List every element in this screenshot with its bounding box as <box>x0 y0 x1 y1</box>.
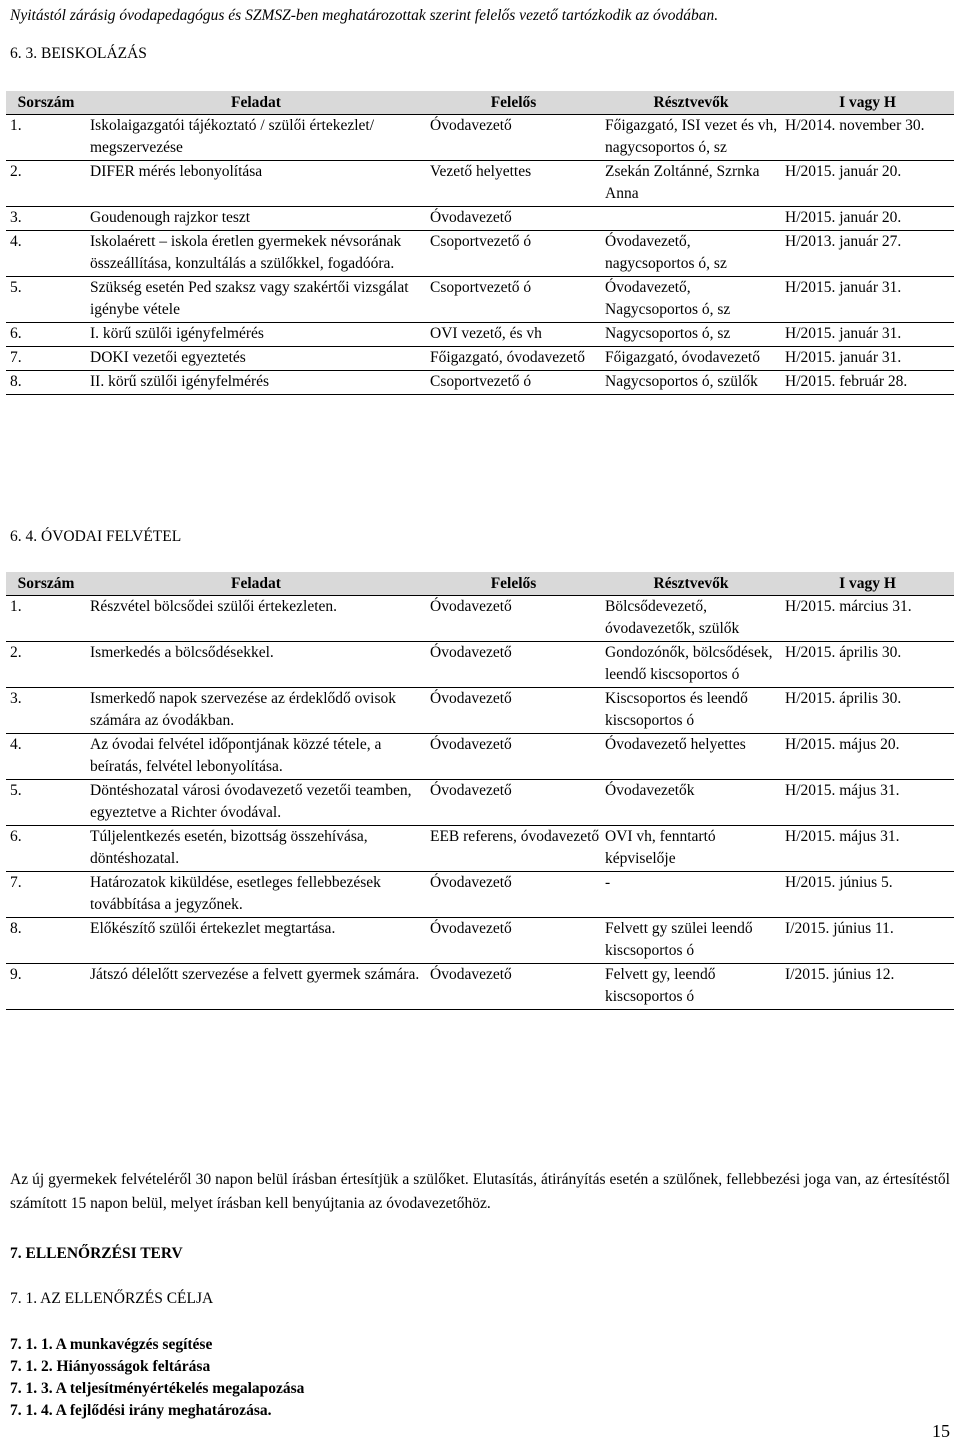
subsection-title-ellenorzes-celja: 7. 1. AZ ELLENŐRZÉS CÉLJA <box>10 1290 214 1307</box>
goal-item: 7. 1. 3. A teljesítményértékelés megalapozása <box>10 1380 305 1397</box>
participants-cell: OVI vh, fenntartó képviselője <box>605 828 716 867</box>
task-cell: I. körű szülői igényfelmérés <box>90 325 264 342</box>
row-number: 3. <box>10 209 22 226</box>
felvetel-table <box>6 572 954 1010</box>
table-header-row <box>6 572 954 596</box>
task-cell: Határozatok kiküldése, esetleges fellebbezések továbbítása a jegyzőnek. <box>90 874 381 913</box>
participants-cell: Óvodavezető, Nagycsoportos ó, sz <box>605 279 731 318</box>
participants-cell: Nagycsoportos ó, sz <box>605 325 731 342</box>
table-row <box>6 323 954 347</box>
participants-cell: Gondozónők, bölcsődések, leendő kiscsoportos ó <box>605 644 773 683</box>
task-cell: DOKI vezetői egyeztetés <box>90 349 246 366</box>
table-row <box>6 161 954 207</box>
task-cell: Ismerkedő napok szervezése az érdeklődő ovisok számára az óvodákban. <box>90 690 397 729</box>
task-cell: DIFER mérés lebonyolítása <box>90 163 263 180</box>
responsible-cell: Óvodavezető <box>430 920 512 937</box>
participants-cell: Nagycsoportos ó, szülők <box>605 373 758 390</box>
deadline-cell: I/2015. június 11. <box>785 920 894 937</box>
responsible-cell: Óvodavezető <box>430 644 512 661</box>
table-row <box>6 642 954 688</box>
responsible-cell: Óvodavezető <box>430 874 512 891</box>
task-cell: Részvétel bölcsődei szülői értekezleten. <box>90 598 338 615</box>
participants-cell: Felvett gy, leendő kiscsoportos ó <box>605 966 716 1005</box>
responsible-cell: Óvodavezető <box>430 690 512 707</box>
row-number: 7. <box>10 349 22 366</box>
row-number: 1. <box>10 117 22 134</box>
participants-cell: Bölcsődevezető, óvodavezetők, szülők <box>605 598 740 637</box>
page-header: Nyitástól zárásig óvodapedagógus és SZMSZ-ben meghatározottak szerint felelős vezető tartózkodik az óvodában. <box>10 7 719 24</box>
responsible-cell: Főigazgató, óvodavezető <box>430 349 585 366</box>
task-cell: Döntéshozatal városi óvodavezető vezetői teamben, egyeztetve a Richter óvodával. <box>90 782 412 821</box>
deadline-cell: H/2015. május 31. <box>785 782 900 799</box>
table-row <box>6 872 954 918</box>
row-number: 3. <box>10 690 22 707</box>
table-header-row <box>6 91 954 115</box>
goal-item: 7. 1. 2. Hiányosságok feltárása <box>10 1358 211 1375</box>
participants-cell: Felvett gy szülei leendő kiscsoportos ó <box>605 920 753 959</box>
deadline-cell: I/2015. június 12. <box>785 966 895 983</box>
participants-cell: Óvodavezető helyettes <box>605 736 746 753</box>
task-cell: Játszó délelőtt szervezése a felvett gyermek számára. <box>90 966 420 983</box>
deadline-cell: H/2015. április 30. <box>785 690 902 707</box>
deadline-cell: H/2015. március 31. <box>785 598 912 615</box>
column-header-feladat: Feladat <box>86 91 426 115</box>
task-cell: Goudenough rajzkor teszt <box>90 209 251 226</box>
table-row <box>6 688 954 734</box>
row-number: 9. <box>10 966 22 983</box>
task-cell: Túljelentkezés esetén, bizottság összehívása, döntéshozatal. <box>90 828 368 867</box>
task-cell: Ismerkedés a bölcsődésekkel. <box>90 644 274 661</box>
row-number: 5. <box>10 279 22 296</box>
row-number: 4. <box>10 736 22 753</box>
task-cell: Iskolaérett – iskola éretlen gyermekek névsorának összeállítása, konzultálás a szülőkkel, fogadóóra. <box>90 233 402 272</box>
row-number: 4. <box>10 233 22 250</box>
admission-notice: Az új gyermekek felvételéről 30 napon belül írásban értesítjük a szülőket. Elutasítás, átirányítás esetén a szülőnek, fellebbezési joga van, az értesítéstől számított 15 napon belül, melyet írásban kell benyújtania az óvodavezetőhöz. <box>10 1171 950 1212</box>
deadline-cell: H/2015. április 30. <box>785 644 902 661</box>
participants-cell: Kiscsoportos és leendő kiscsoportos ó <box>605 690 748 729</box>
row-number: 8. <box>10 373 22 390</box>
participants-cell <box>601 207 781 231</box>
table-row <box>6 780 954 826</box>
responsible-cell: Óvodavezető <box>430 209 512 226</box>
task-cell: II. körű szülői igényfelmérés <box>90 373 270 390</box>
column-header-sorszam: Sorszám <box>6 91 86 115</box>
responsible-cell: Vezető helyettes <box>430 163 532 180</box>
column-header-felelos: Felelős <box>426 91 601 115</box>
deadline-cell: H/2015. május 20. <box>785 736 900 753</box>
column-header-sorszam: Sorszám <box>6 572 86 596</box>
responsible-cell: Óvodavezető <box>430 782 512 799</box>
task-cell: Szükség esetén Ped szaksz vagy szakértői vizsgálat igénybe vétele <box>90 279 409 318</box>
task-cell: Az óvodai felvétel időpontjának közzé tétele, a beíratás, felvétel lebonyolítása. <box>90 736 382 775</box>
responsible-cell: Csoportvezető ó <box>430 233 532 250</box>
column-header-resztvevok: Résztvevők <box>601 572 781 596</box>
deadline-cell: H/2015. január 31. <box>785 325 902 342</box>
table-row <box>6 347 954 371</box>
task-cell: Iskolaigazgatói tájékoztató / szülői értekezlet/ megszervezése <box>90 117 375 156</box>
table-row <box>6 115 954 161</box>
participants-cell: - <box>605 874 611 891</box>
row-number: 1. <box>10 598 22 615</box>
participants-cell: Főigazgató, óvodavezető <box>605 349 760 366</box>
table-row <box>6 277 954 323</box>
table-row <box>6 371 954 395</box>
beiskolazas-table <box>6 91 954 395</box>
row-number: 6. <box>10 325 22 342</box>
table-row <box>6 231 954 277</box>
row-number: 5. <box>10 782 22 799</box>
column-header-resztvevok: Résztvevők <box>601 91 781 115</box>
goal-item: 7. 1. 4. A fejlődési irány meghatározása. <box>10 1402 272 1419</box>
deadline-cell: H/2015. január 31. <box>785 279 902 296</box>
task-cell: Előkészítő szülői értekezlet megtartása. <box>90 920 336 937</box>
goal-item: 7. 1. 1. A munkavégzés segítése <box>10 1336 213 1353</box>
deadline-cell: H/2015. január 20. <box>785 209 902 226</box>
column-header-feladat: Feladat <box>86 572 426 596</box>
row-number: 7. <box>10 874 22 891</box>
deadline-cell: H/2015. január 20. <box>785 163 902 180</box>
responsible-cell: OVI vezető, és vh <box>430 325 542 342</box>
table-row <box>6 964 954 1010</box>
column-header-felelos: Felelős <box>426 572 601 596</box>
table-row <box>6 734 954 780</box>
table-row <box>6 918 954 964</box>
table-row <box>6 596 954 642</box>
row-number: 6. <box>10 828 22 845</box>
responsible-cell: Óvodavezető <box>430 966 512 983</box>
deadline-cell: H/2015. február 28. <box>785 373 908 390</box>
table-row <box>6 826 954 872</box>
responsible-cell: Óvodavezető <box>430 736 512 753</box>
participants-cell: Főigazgató, ISI vezet és vh, nagycsoportos ó, sz <box>605 117 778 156</box>
row-number: 2. <box>10 163 22 180</box>
column-header-i-vagy-h: I vagy H <box>781 572 954 596</box>
deadline-cell: H/2013. január 27. <box>785 233 902 250</box>
responsible-cell: EEB referens, óvodavezető <box>430 828 600 845</box>
responsible-cell: Óvodavezető <box>430 117 512 134</box>
responsible-cell: Csoportvezető ó <box>430 373 532 390</box>
participants-cell: Zsekán Zoltánné, Szrnka Anna <box>605 163 760 202</box>
responsible-cell: Óvodavezető <box>430 598 512 615</box>
column-header-i-vagy-h: I vagy H <box>781 91 954 115</box>
deadline-cell: H/2015. január 31. <box>785 349 902 366</box>
participants-cell: Óvodavezető, nagycsoportos ó, sz <box>605 233 727 272</box>
section-title-felvetel: 6. 4. ÓVODAI FELVÉTEL <box>10 528 182 545</box>
table-row <box>6 207 954 231</box>
deadline-cell: H/2015. június 5. <box>785 874 893 891</box>
deadline-cell: H/2014. november 30. <box>785 117 925 134</box>
row-number: 8. <box>10 920 22 937</box>
responsible-cell: Csoportvezető ó <box>430 279 532 296</box>
section-title-beiskolazas: 6. 3. BEISKOLÁZÁS <box>10 45 147 62</box>
row-number: 2. <box>10 644 22 661</box>
page-number: 15 <box>932 1421 950 1441</box>
participants-cell: Óvodavezetők <box>605 782 695 799</box>
deadline-cell: H/2015. május 31. <box>785 828 900 845</box>
section-title-ellenorzesi-terv: 7. ELLENŐRZÉSI TERV <box>10 1245 183 1262</box>
